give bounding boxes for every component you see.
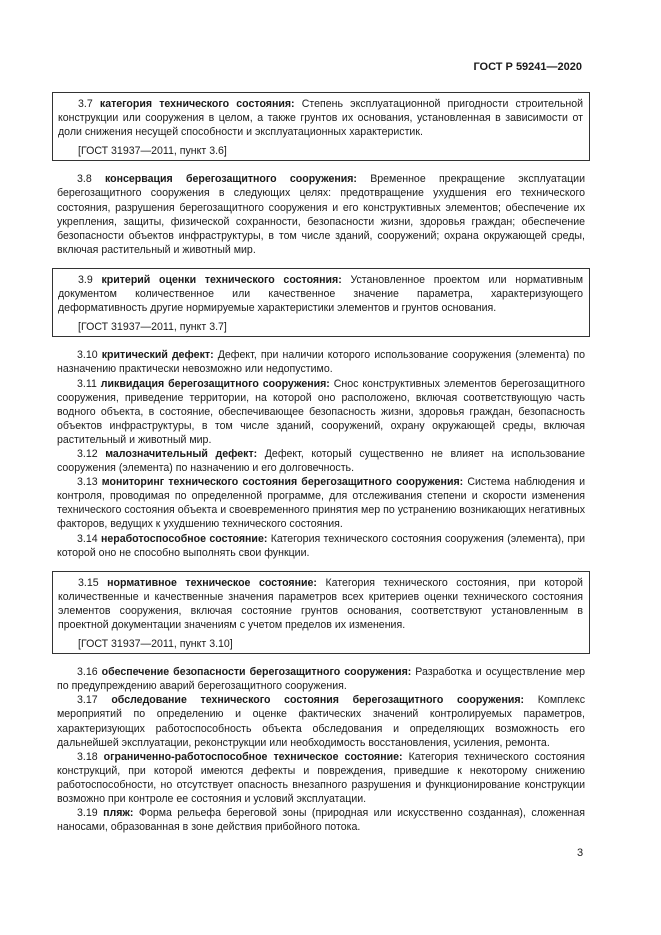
boxed-definition: [52, 571, 590, 654]
clause-number: 3.15: [78, 576, 99, 589]
definition-paragraph: [57, 475, 585, 531]
definition-paragraph: [57, 693, 585, 749]
definition-text: Временное прекращение эксплуатации берегозащитного сооружения в следующих целях: предотвращение ухудшения его технического состояния, разрушения берегозащитного сооружения и его конструктивных элементов; обеспечение их укрепления, защиты, физической сохранности, безопасности жизни, здоровья граждан; обеспечение безопасности объектов инфраструктуры, в том числе зданий, сооружений; охрана окружающей среды, включая растительный и животный мир.: [57, 173, 586, 256]
term: обследование технического состояния берегозащитного сооружения:: [111, 694, 525, 707]
definition-text: Снос конструктивных элементов берегозащитного сооружения, приведение территории, на которой оно расположено, включая соответствующую часть водного объекта, в состояние, обеспечивающее безопасность жизни, здоровья граждан, безопасность объектов инфраструктуры, в том числе зданий, сооружений, охрану окружающей среды, включая растительный и животный мир.: [57, 377, 585, 446]
clause-number: 3.9: [78, 273, 93, 286]
clause-number: 3.18: [77, 750, 98, 763]
definition-paragraph: [58, 97, 583, 139]
definition-paragraph: [57, 806, 585, 834]
term: малозначительный дефект:: [105, 447, 258, 460]
term: ликвидация берегозащитного сооружения:: [100, 377, 330, 390]
term: категория технического состояния:: [99, 98, 295, 110]
clause-number: 3.17: [77, 694, 98, 707]
term: консервация берегозащитного сооружения:: [104, 173, 357, 186]
definition-paragraph: [57, 348, 585, 376]
clause-number: 3.14: [77, 532, 98, 545]
boxed-definition: [52, 92, 590, 161]
document-code: ГОСТ Р 59241—2020: [473, 61, 582, 73]
term: ограниченно-работоспособное техническое состояние:: [103, 750, 403, 763]
term: неработоспособное состояние:: [100, 532, 268, 545]
clause-number: 3.8: [77, 173, 92, 186]
clause-number: 3.16: [77, 666, 98, 679]
boxed-definition: [52, 268, 590, 337]
definition-text: Степень эксплуатационной пригодности строительной конструкции или сооружения в целом, а также грунтов их основания, установленная в зависимости от доли снижения несущей способности и эксплуатационных характеристик.: [58, 98, 584, 139]
definition-paragraph: [57, 665, 585, 693]
definition-text: Система наблюдения и контроля, проводимая по определенной программе, для отслеживания степени и скорости изменения технического состояния объекта и своевременного принятия мер по устранению возникающих негативных факторов, ведущих к ухудшению технического состояния.: [57, 476, 586, 531]
term: критический дефект:: [101, 349, 214, 362]
clause-number: 3.7: [78, 98, 93, 110]
definition-text: Установленное проектом или нормативным документом количественное или качественное значение параметра, характеризующего деформативность другие нормируемые характеристики элементов и грунтов основания.: [58, 273, 583, 315]
source-reference: [ГОСТ 31937—2011, пункт 3.7]: [78, 321, 227, 334]
term: обеспечение безопасности берегозащитного сооружения:: [101, 666, 412, 679]
definition-paragraph: [57, 750, 585, 806]
source-reference: [ГОСТ 31937—2011, пункт 3.10]: [78, 638, 233, 651]
clause-number: 3.19: [77, 807, 98, 820]
definition-paragraph: [58, 576, 583, 632]
definition-paragraph: [58, 273, 583, 315]
clause-number: 3.12: [77, 447, 98, 460]
definition-text: Категория технического состояния конструкций, при которой имеются дефекты и повреждения, приведшие к некоторому снижению работоспособности, но отсутствует опасность внезапного разрушения и функционирование конструкции возможно при контроле ее состояния и условий эксплуатации.: [57, 750, 585, 806]
term: критерий оценки технического состояния:: [101, 273, 342, 286]
clause-number: 3.13: [77, 476, 98, 489]
definition-text: Разработка и осуществление мер по предупреждению аварий берегозащитного сооружения.: [57, 666, 585, 693]
definition-paragraph: [57, 447, 585, 475]
definition-text: Дефект, при наличии которого использование сооружения (элемента) по назначению практически невозможно или недопустимо.: [57, 349, 585, 376]
clause-number: 3.11: [77, 377, 97, 390]
page-number: 3: [577, 847, 584, 859]
definition-paragraph: [57, 377, 585, 447]
definition-paragraph: [57, 532, 585, 560]
definition-text: Категория технического состояния, при которой количественные и качественные значения параметров всех критериев оценки технического состояния элементов сооружения, включая состояние грунтов основания, соответствуют установленным в проектной документации значениям с учетом пределов их изменения.: [58, 576, 583, 631]
definition-text: Дефект, который существенно не влияет на использование сооружения (элемента) по назначению и его долговечность.: [57, 447, 585, 475]
document-body: [57, 92, 585, 834]
term: нормативное техническое состояние:: [107, 576, 317, 589]
definition-text: Категория технического состояния сооружения (элемента), при которой оно не способно выполнять свои функции.: [57, 532, 585, 559]
definition-paragraph: [57, 172, 585, 257]
source-reference: [ГОСТ 31937—2011, пункт 3.6]: [78, 145, 227, 158]
term: мониторинг технического состояния берегозащитного сооружения:: [101, 476, 464, 489]
definition-text: Форма рельефа береговой зоны (природная или искусственно созданная), сложенная наносами, образованная в зоне действия прибойного потока.: [57, 807, 585, 834]
clause-number: 3.10: [77, 349, 98, 362]
definition-text: Комплекс мероприятий по определению и оценке фактических значений контролируемых параметров, характеризующих работоспособность объекта обследования и определяющих возможность его дальнейшей эксплуатации, реконструкции или необходимость восстановления, усиления, ремонта.: [57, 694, 585, 749]
term: пляж:: [103, 807, 134, 820]
